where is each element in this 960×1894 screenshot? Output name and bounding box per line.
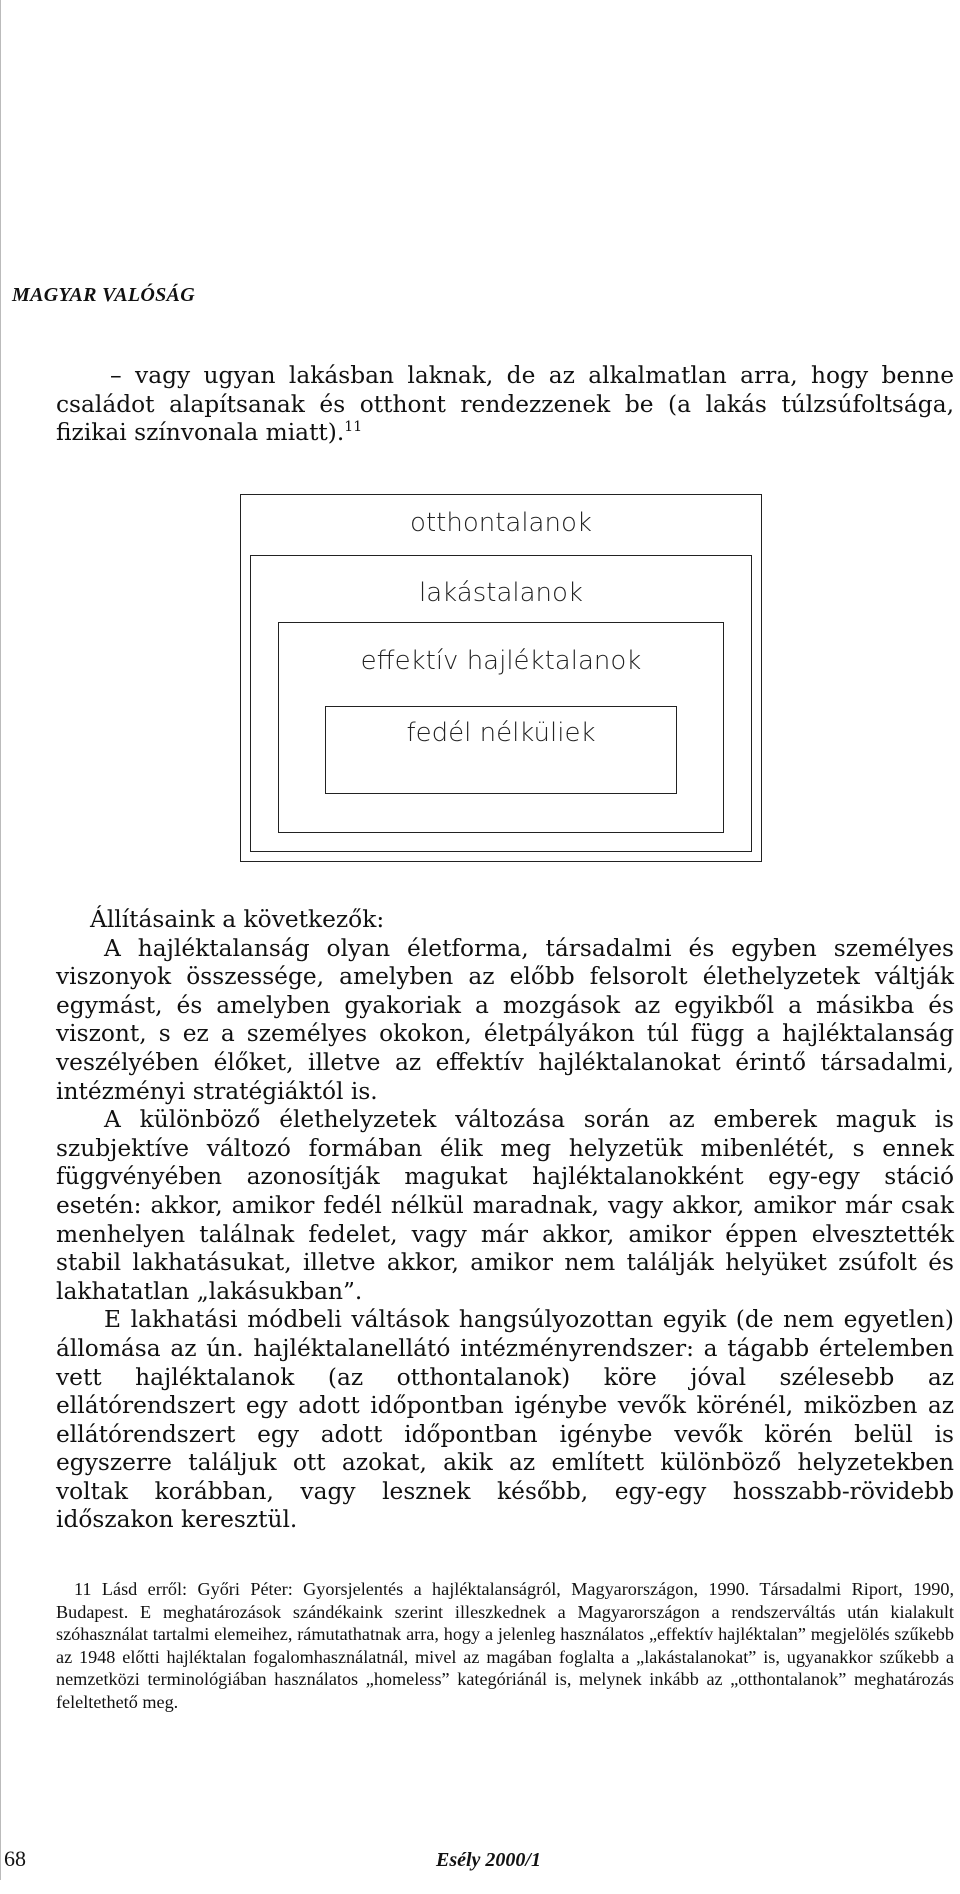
page-edge-line xyxy=(0,0,1,1880)
body-paragraph-2: A különböző élethelyzetek változása során az emberek maguk is szubjektíve változó formában élik meg helyzetük mibenlétét, s ennek függvényében azonosítják magukat hajléktalanokként egy-egy stáció esetén: akkor, amikor fedél nélkül maradnak, vagy akkor, amikor már csak menhelyen találnak fedelet, vagy már akkor, amikor éppen elvesztették stabil lakhatásukat, illetve akkor, amikor nem találják helyüket zsúfolt és lakhatatlan „lakásukban”. xyxy=(56,1106,954,1305)
page-number: 68 xyxy=(4,1846,26,1871)
label-otthontalanok: otthontalanok xyxy=(410,508,592,538)
label-effektiv-hajlektalanok: effektív hajléktalanok xyxy=(360,646,642,676)
lead-sentence: Állításaink a következők: xyxy=(90,906,385,933)
journal-title: Esély 2000/1 xyxy=(436,1849,541,1871)
body-paragraph-3: E lakhatási módbeli váltások hangsúlyozottan egyik (de nem egyetlen) állomása az ún. hajléktalanellátó intézményrendszer: a tágabb értelemben vett hajléktalanok (az otthontalanok) köre jóval szélesebb az ellátórendszert egy adott időpontban igénybe vevők körénél, miközben az ellátórendszert egy adott időpontban igénybe vevők körén belül is egyszerre találjuk ott azokat, akik az említett különböző helyzetekben voltak korábban, vagy lesznek később, egy-egy hosszabb-rövidebb időszakon keresztül. xyxy=(56,1306,954,1534)
intro-paragraph xyxy=(56,362,954,448)
body-text xyxy=(56,906,954,1535)
body-paragraph-1: A hajléktalanság olyan életforma, társadalmi és egyben személyes viszonyok összessége, amelyben az előbb felsorolt élethelyzetek váltják egymást, és amelyben gyakoriak a mozgások az egyikből a másikba és viszont, s ez a személyes okokon, életpályákon túl függ a hajléktalanság veszélyében élőket, illetve az effektív hajléktalanokat érintő társadalmi, intézményi stratégiáktól is. xyxy=(56,934,954,1105)
label-fedel-nelkuliek: fedél nélküliek xyxy=(406,718,596,748)
footnote-text: 11 Lásd erről: Győri Péter: Gyorsjelentés a hajléktalanságról, Magyarországon, 1990. Társadalmi Riport, 1990, Budapest. E meghatározások szándékaink szerint illeszkednek a Magyarországon a rendszerváltás után kialakult szóhasználat tartalmi elemeihez, rámutathatnak arra, hogy a jelenleg használatos „effektív hajléktalan” megjelölés szűkebb az 1948 előtti hajléktalan fogalomhasználatnál, mivel az magában foglalta a „lakástalanokat” is, ugyanakkor szűkebb a nemzetközi terminológiában használatos „homeless” kategóriánál is, melynek inkább az „otthontalanok” meghatározás feleltethető meg. xyxy=(56,1579,954,1712)
running-head: MAGYAR VALÓSÁG xyxy=(12,284,195,306)
nested-categories-diagram xyxy=(240,494,762,862)
footnote xyxy=(56,1578,954,1713)
label-lakastalanok: lakástalanok xyxy=(419,578,583,608)
footnote-ref: 11 xyxy=(344,419,363,435)
intro-text: – vagy ugyan lakásban laknak, de az alkalmatlan arra, hogy benne családot alapítsanak és otthont rendezzenek be (a lakás túlzsúfoltsága, fizikai színvonala miatt). xyxy=(56,362,954,446)
